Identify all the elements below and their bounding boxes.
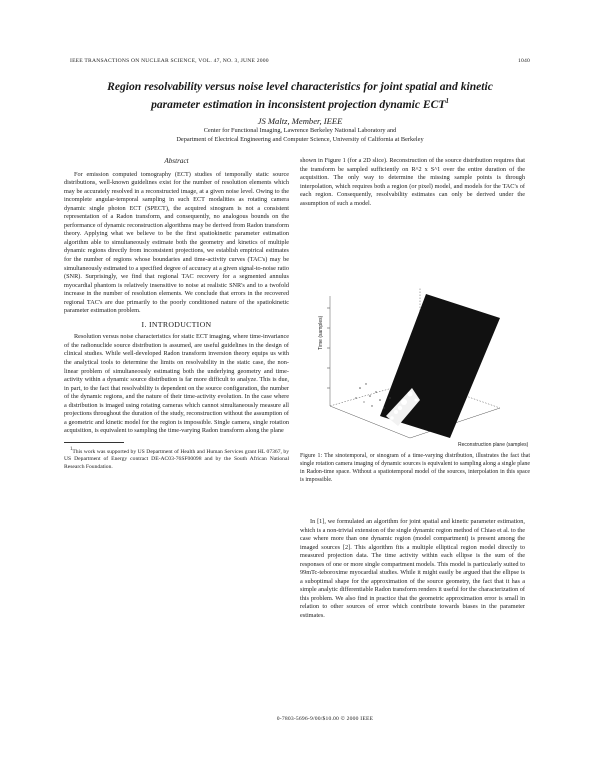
- figure-1-caption: Figure 1: The sinotemporal, or sinogram of a time-varying distribution, illustrates the fact that single rotation camera imaging of dynamic sources is equivalent to sampling along a single plane in Radon-time space. Without a spatiotemporal model of the sources, interpolation in this space is impossible.: [300, 453, 530, 483]
- author-line: JS Maltz, Member, IEEE: [257, 116, 343, 126]
- right-column-top: [300, 157, 525, 208]
- running-head-journal: IEEE TRANSACTIONS ON NUCLEAR SCIENCE, VOL. 47, NO. 3, JUNE 2000: [70, 58, 269, 64]
- title-line-2: parameter estimation in inconsistent projection dynamic ECT: [151, 97, 446, 111]
- intro-heading: I. INTRODUCTION: [141, 319, 212, 329]
- affiliation: [70, 127, 530, 144]
- left-axis-ticks: [327, 308, 330, 388]
- right-paragraph-2: In [1], we formulated an algorithm for joint spatial and kinetic parameter estimation, which is a non-trivial extension of the single dynamic region method of Chiao et al. to the case where more than one dynamic region (model compartment) is present among the imaged sources [2]. This algorithm fits a multiple elliptical region model directly to measured projection data. The time activity within each ellipse is the sum of the responses of one or more single compartment models. This model is particularly suited to 99mTc-teboroxime myocardial studies. While it might easily be argued that the ellipse is a suboptimal shape for the approximation of the source geometry, the fact that it has a simple analytic differentiable Radon transform renders it useful for the characterization of this problem. We also find in practice that the geometric approximation error is small in relation to other sources of error which contribute towards biases in the parameter estimates.: [300, 518, 525, 620]
- abstract-heading: Abstract: [164, 157, 189, 165]
- footnote: [64, 446, 289, 472]
- title-footnote-mark: 1: [445, 97, 449, 105]
- left-column: [64, 157, 289, 472]
- running-head: [70, 58, 530, 64]
- axis-label-plane: Reconstruction plane (samples): [458, 442, 529, 448]
- paper-title: [64, 80, 536, 112]
- affiliation-line-1: Center for Functional Imaging, Lawrence Berkeley National Laboratory and: [203, 127, 397, 134]
- axis-label-time: Time (samples): [318, 315, 324, 350]
- footnote-mark: 1: [70, 446, 73, 452]
- title-line-1: Region resolvability versus noise level characteristics for joint spatial and kinetic: [107, 80, 493, 93]
- intro-paragraph: Resolution versus noise characteristics for static ECT imaging, where time-invariance of the radionuclide source distribution is assumed, are useful guidelines in the design of clinical studies. While well-developed Radon transform inversion theory equips us with the analytical tools to determine the limits on resolvability in the static case, the non-linear problem of simultaneously estimating both the underlying geometry and time-activity within a dynamic source distribution is far more difficult to analyze. This is due, in part, to the fact that resolvability is dependent on the source configuration, the number of the dynamic regions, and the nature of their time-activity evolution. In the case where a distribution is imaged using rotating cameras which cannot simultaneously measure all projections throughout the duration of the study, reconstruction without the assumption of a geometric and kinetic model for the region is impossible. Single camera, single rotation acquisition, is equivalent to sampling the time-varying Radon transform along the plane: [64, 333, 289, 435]
- right-paragraph-1: shown in Figure 1 (for a 2D slice). Reconstruction of the source distribution requires that the transform be sampled sufficiently on R^2 x S^1 over the entire duration of the acquisition. The only way to determine the missing sample points is through interpolation, which requires both a region (or pixel) model, and models for the TAC's of each region. Consequently, resolvability estimates can only be derived under the assumption of such a model.: [300, 157, 525, 207]
- abstract-text: For emission computed tomography (ECT) studies of temporally static source distributions, well-known guidelines exist for the number of resolution elements which may be accurately resolved in a reconstructed image, at a given noise level. Owing to the incomplete angular-temporal sampling in such ECT modalities as rotating camera dynamic single photon ECT (SPECT), the acquired sinogram is not a consistent representation of a Radon transform, and consequently, no analogous bounds on the performance of dynamic reconstruction algorithms may be derived from Radon transform theory. Applying what we believe to be the first spatiokinetic parameter estimation algorithm able to simultaneously estimate both the geometry and kinetics of multiple dynamic regions directly from inconsistent projections, we establish empirical estimates for the number of regions whose boundaries and time-activity curves (TAC's) may be simultaneously estimated to a specified degree of accuracy at a given signal-to-noise ratio (SNR). Surprisingly, we find that regional TAC recovery for a segmented annulus myocardial phantom is relatively insensitive to noise at realistic SNR's and to a twofold increase in the number of resolution elements. We conclude that errors in the recovered regional TAC's are due primarily to the poorly conditioned nature of the spatiokinetic parameter estimation problem.: [64, 170, 289, 315]
- affiliation-line-2: Department of Electrical Engineering and Computer Science, University of California at Berkeley: [176, 135, 424, 143]
- footnote-text: This work was supported by US Department of Health and Human Services grant HL 07367, by US Department of Energy contract DE-AC03-76SF00098 and by the South African National Research Foundation.: [64, 448, 289, 470]
- right-column-bottom: [300, 518, 525, 621]
- copyright-line: 0-7803-5696-9/00/$10.00 © 2000 IEEE: [276, 716, 374, 722]
- figure-1-sinotemporal: [300, 288, 536, 450]
- footnote-rule: [64, 442, 124, 443]
- page-number: 1040: [518, 58, 530, 64]
